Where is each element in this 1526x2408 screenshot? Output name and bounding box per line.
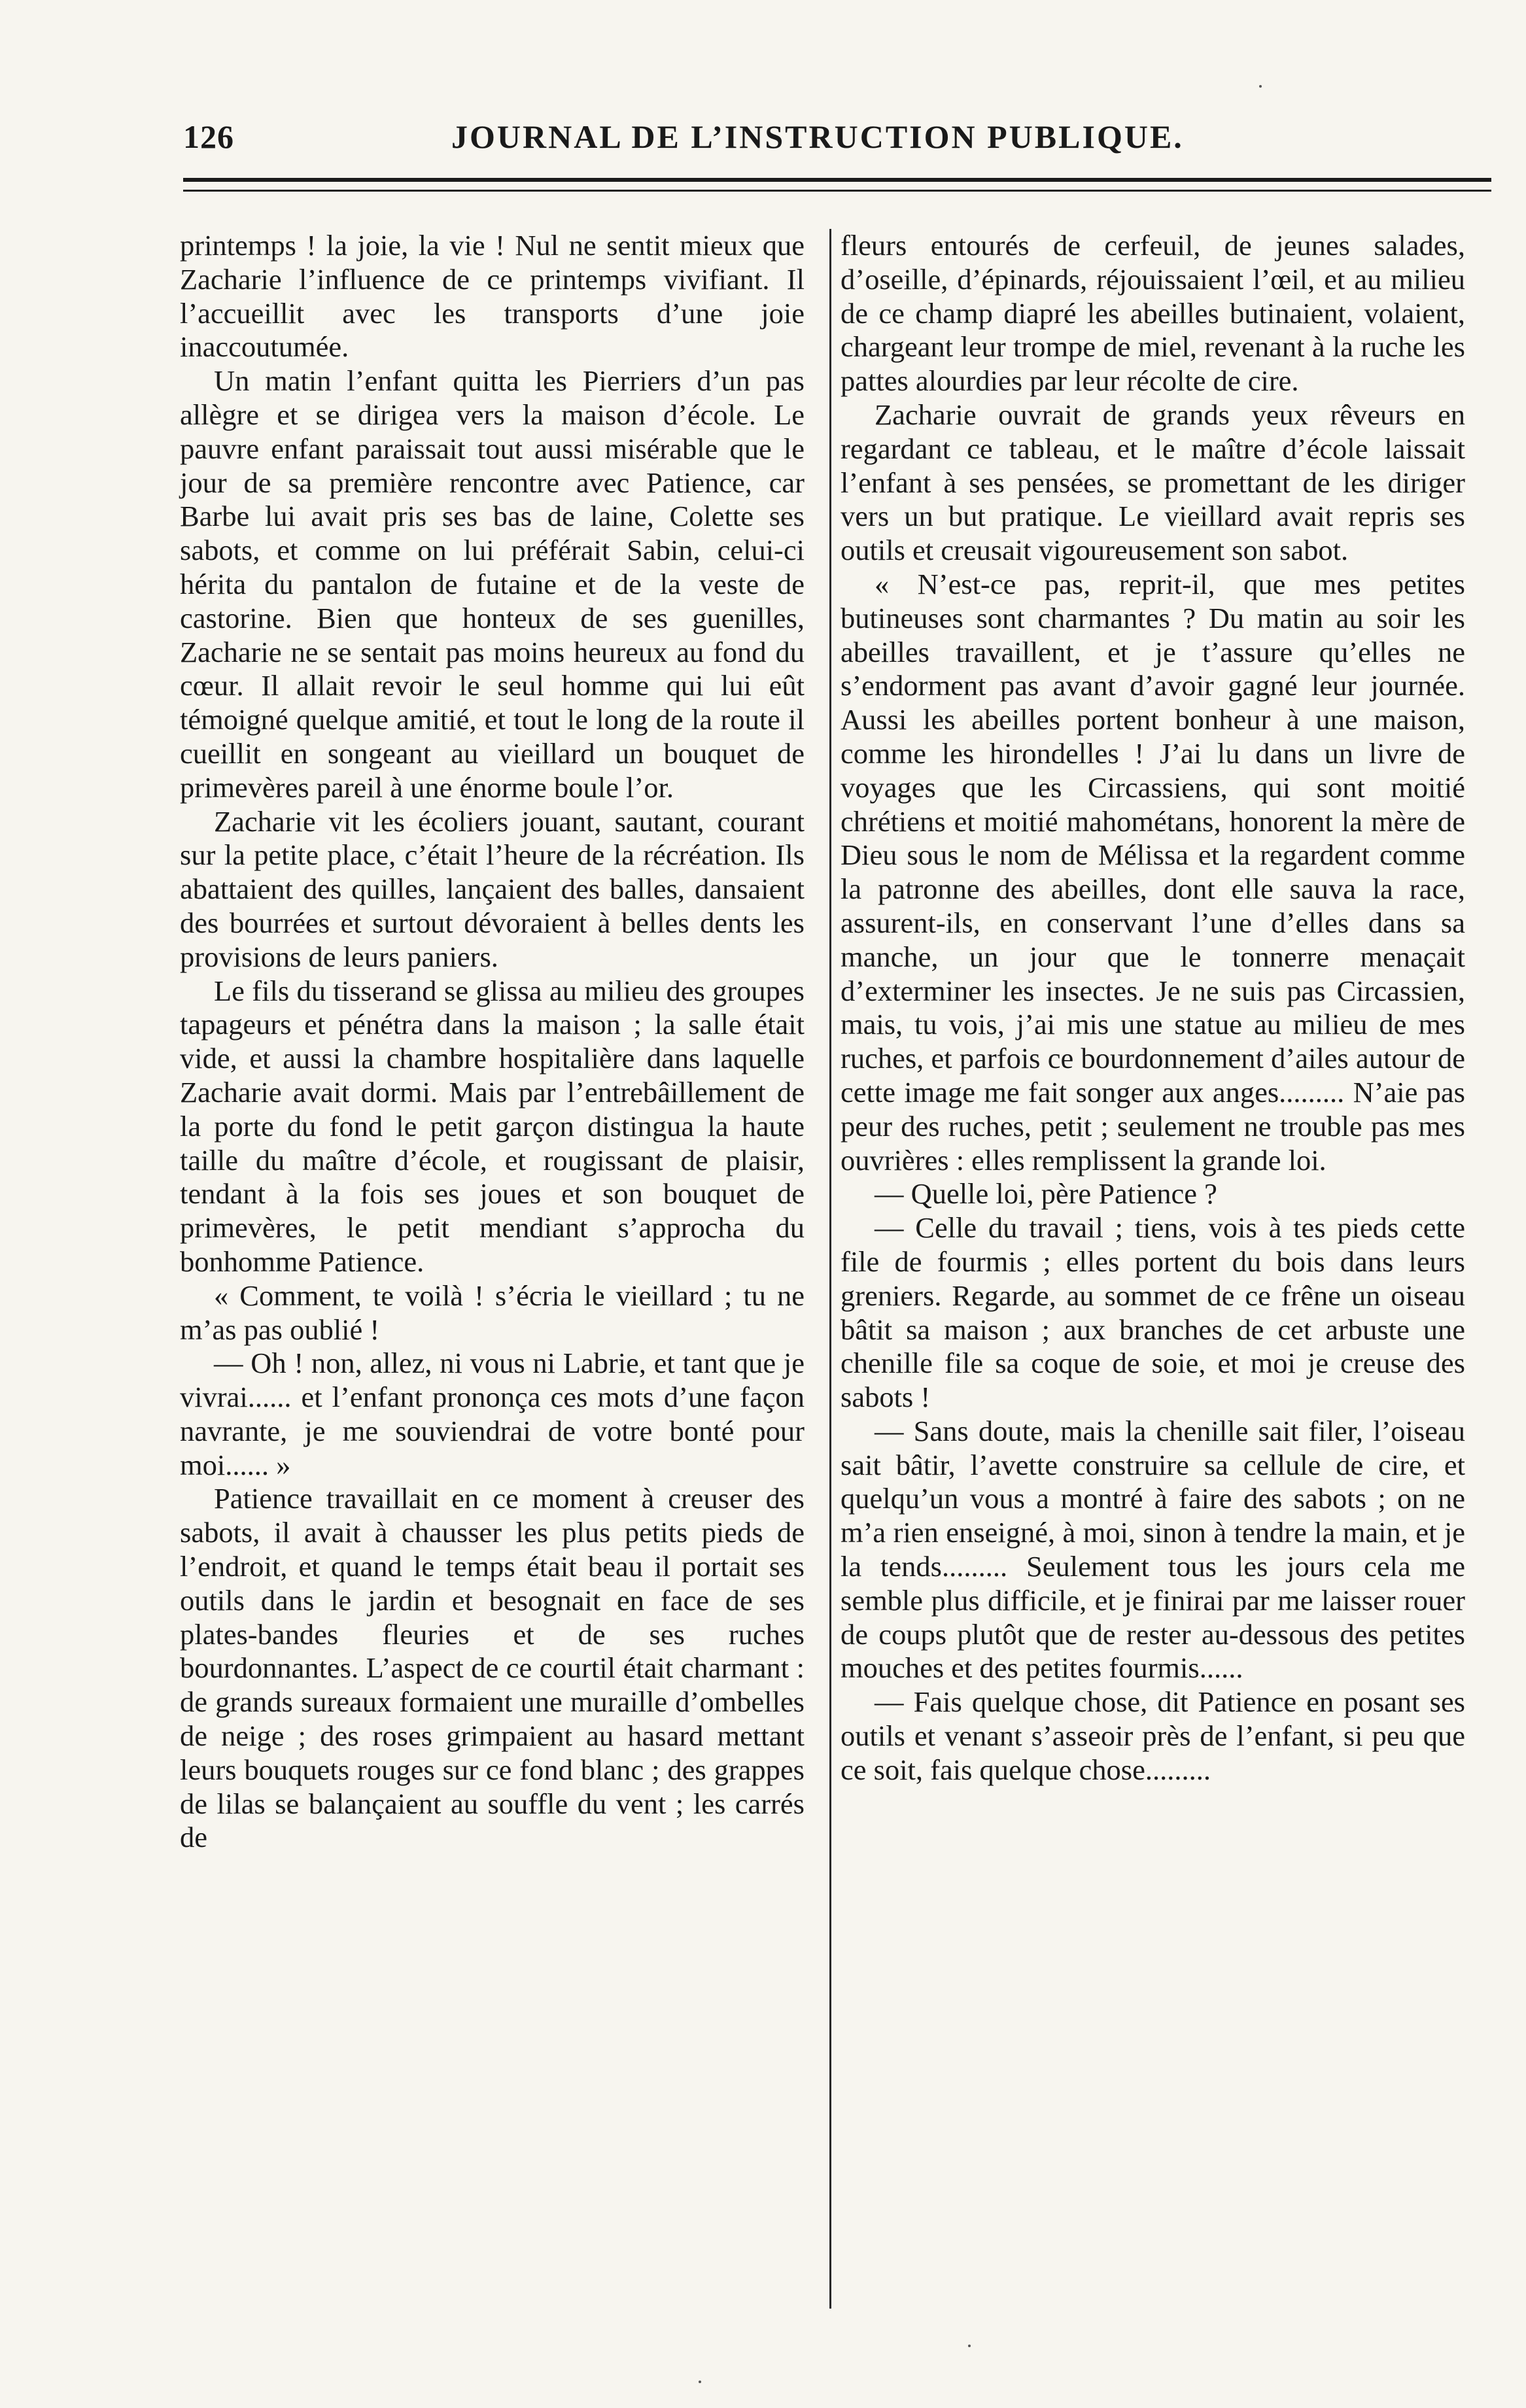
- header-rule-thin: [183, 190, 1491, 192]
- paragraph: — Sans doute, mais la chenille sait filer, l’oiseau sait bâtir, l’avette construire sa cellule de cire, et quelqu’un vous a montré à faire des sabots ; on ne m’a rien enseigné, à moi, sinon à tendre la main, et je la tends......... Seulement tous les jours cela me semble plus difficile, et je finirai par me laisser rouer de coups plutôt que de rester au-dessous des petites mouches et des petites fourmis......: [841, 1414, 1465, 1685]
- paragraph: Patience travaillait en ce moment à creuser des sabots, il avait à chausser les plus petits pieds de l’endroit, et quand le temps était beau il portait ses outils dans le jardin et besognait en face de ses plates-bandes fleuries et de ses ruches bourdonnantes. L’aspect de ce courtil était charmant : de grands sureaux formaient une muraille d’ombelles de neige ; des roses grimpaient au hasard mettant leurs bouquets rouges sur ce fond blanc ; des grappes de lilas se balançaient au souffle du vent ; les carrés de: [180, 1482, 805, 1854]
- right-text-column: [841, 229, 1465, 1787]
- page-header: [170, 111, 1491, 170]
- paragraph: « Comment, te voilà ! s’écria le vieillard ; tu ne m’as pas oublié !: [180, 1279, 805, 1346]
- paragraph: — Quelle loi, père Patience ?: [875, 1177, 1217, 1211]
- left-text-column: [180, 229, 805, 1855]
- paragraph: Zacharie ouvrait de grands yeux rêveurs en regardant ce tableau, et le maître d’école laissait l’enfant à ses pensées, se promettant de les diriger vers un but pratique. Le vieillard avait repris ses outils et creusait vigoureusement son sabot.: [841, 398, 1465, 567]
- paragraph: — Fais quelque chose, dit Patience en posant ses outils et venant s’asseoir près de l’enfant, si peu que ce soit, fais quelque chose.........: [841, 1685, 1465, 1786]
- paragraph: Le fils du tisserand se glissa au milieu des groupes tapageurs et pénétra dans la maison ; la salle était vide, et aussi la chambre hospitalière dans laquelle Zacharie avait dormi. Mais par l’entrebâillement de la porte du fond le petit garçon distingua la haute taille du maître d’école, et rougissant de plaisir, tendant à la fois ses joues et son bouquet de primevères, le petit mendiant s’approcha du bonhomme Patience.: [180, 974, 805, 1278]
- header-rule-thick: [183, 178, 1491, 182]
- running-title: JOURNAL DE L’INSTRUCTION PUBLIQUE.: [451, 118, 1184, 155]
- paragraph: fleurs entourés de cerfeuil, de jeunes salades, d’oseille, d’épinards, réjouissaient l’œil, et au milieu de ce champ diapré les abeilles butinaient, volaient, chargeant leur trompe de miel, revenant à la ruche les pattes alourdies par leur récolte de cire.: [841, 229, 1465, 398]
- paper-speck: [699, 2381, 701, 2383]
- paragraph: — Celle du travail ; tiens, vois à tes pieds cette file de fourmis ; elles portent du bois dans leurs greniers. Regarde, au sommet de ce frêne un oiseau bâtit sa maison ; aux branches de cet arbuste une chenille file sa coque de soie, et moi je creuse des sabots !: [841, 1211, 1465, 1414]
- paragraph: « N’est-ce pas, reprit-il, que mes petites butineuses sont charmantes ? Du matin au soir les abeilles travaillent, et je t’assure qu’elles ne s’endorment pas avant d’avoir gagné leur journée. Aussi les abeilles portent bonheur à une maison, comme les hirondelles ! J’ai lu dans un livre de voyages que les Circassiens, qui sont moitié chrétiens et moitié mahométans, honorent la mère de Dieu sous le nom de Mélissa et la regardent comme la patronne des abeilles, dont elle sauva la race, assurent-ils, en conservant l’une d’elles dans sa manche, un jour que le tonnerre menaçait d’exterminer les insectes. Je ne suis pas Circassien, mais, tu vois, j’ai mis une statue au milieu de mes ruches, et parfois ce bourdonnement d’ailes autour de cette image me fait songer aux anges......... N’aie pas peur des ruches, petit ; seulement ne trouble pas mes ouvrières : elles remplissent la grande loi.: [841, 567, 1465, 1177]
- paragraph: printemps ! la joie, la vie ! Nul ne sentit mieux que Zacharie l’influence de ce printemps vivifiant. Il l’accueillit avec les transports d’une joie inaccoutumée.: [180, 229, 805, 364]
- page-number: 126: [183, 118, 234, 155]
- paragraph: Un matin l’enfant quitta les Pierriers d’un pas allègre et se dirigea vers la maison d’école. Le pauvre enfant paraissait tout aussi misérable que le jour de sa première rencontre avec Patience, car Barbe lui avait pris ses bas de laine, Colette ses sabots, et comme on lui préférait Sabin, celui-ci hérita du pantalon de futaine et de la veste de castorine. Bien que honteux de ses guenilles, Zacharie ne se sentait pas moins heureux au fond du cœur. Il allait revoir le seul homme qui lui eût témoigné quelque amitié, et tout le long de la route il cueillit en songeant au vieillard un bouquet de primevères pareil à une énorme boule l’or.: [180, 364, 805, 804]
- paper-speck: [1259, 85, 1262, 88]
- paragraph: — Oh ! non, allez, ni vous ni Labrie, et tant que je vivrai...... et l’enfant prononça ces mots d’une façon navrante, je me souviendrai de votre bonté pour moi...... »: [180, 1347, 805, 1481]
- paper-speck: [968, 2345, 971, 2347]
- paragraph: Zacharie vit les écoliers jouant, sautant, courant sur la petite place, c’était l’heure de la récréation. Ils abattaient des quilles, lançaient des balles, dansaient des bourrées et surtout dévoraient à belles dents les provisions de leurs paniers.: [180, 804, 805, 973]
- column-divider: [829, 229, 831, 2309]
